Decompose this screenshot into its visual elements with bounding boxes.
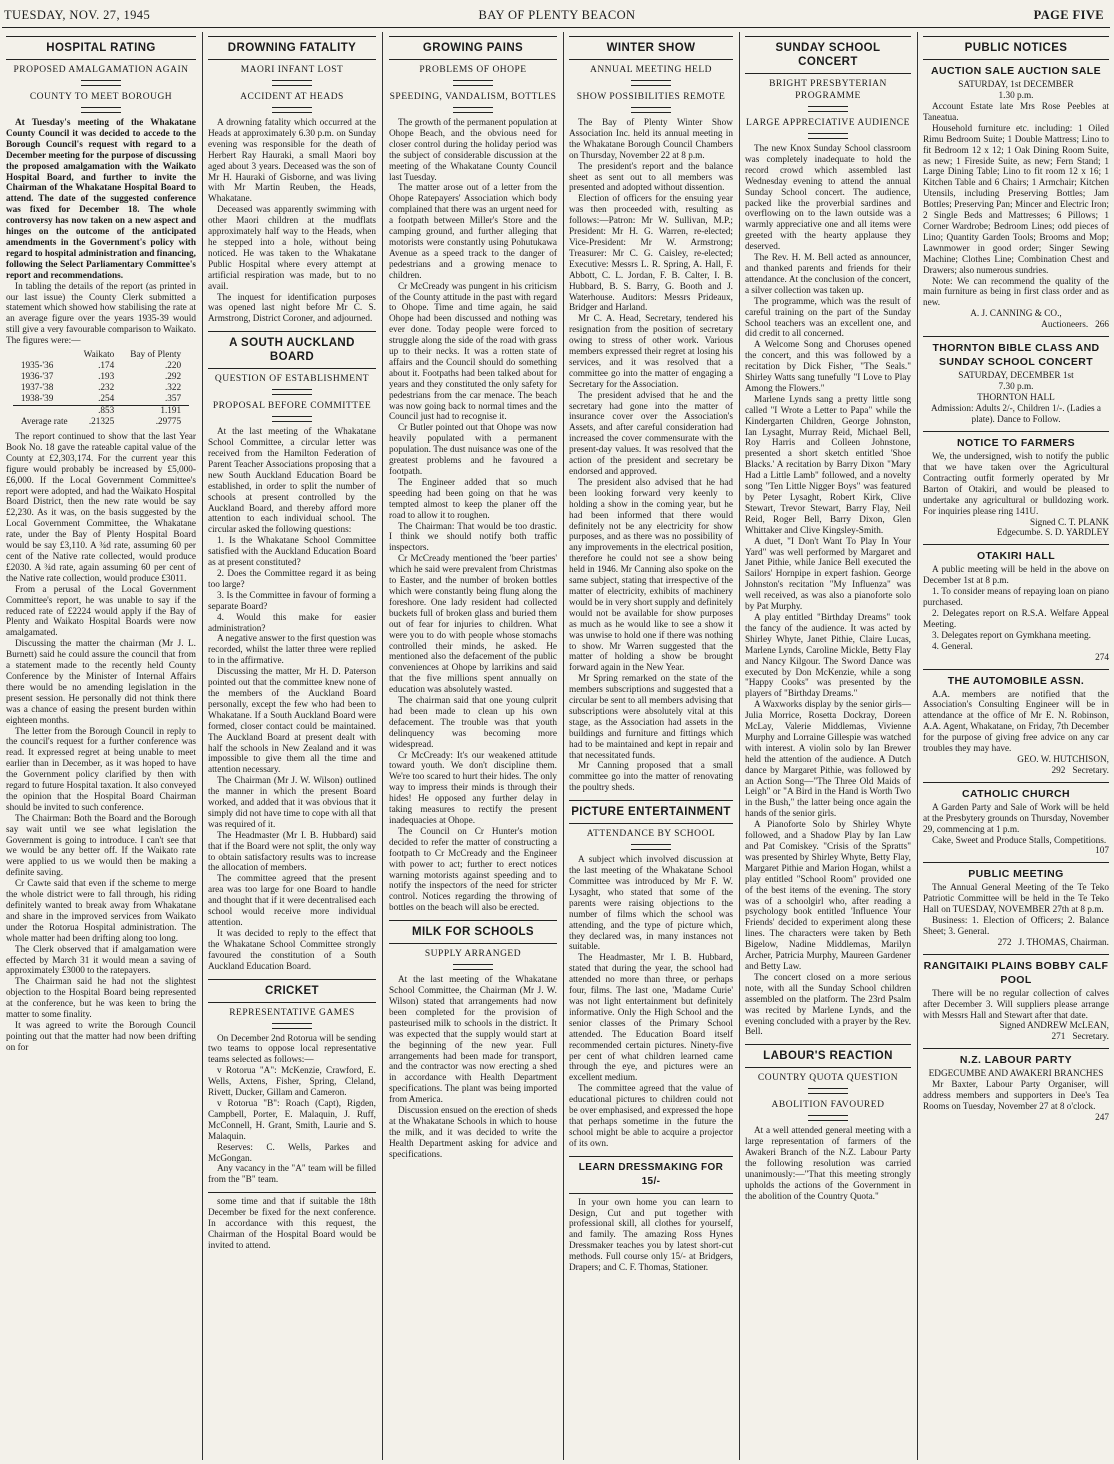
paragraph: The Engineer added that so much speeding had been going on that he was tempted almost to keep the planer off the road to allow it to roughen. xyxy=(389,477,557,521)
divider xyxy=(453,964,493,970)
notice-signature: GEO. W. HUTCHISON, xyxy=(1017,754,1109,765)
notice-line: SATURDAY, 1st DECEMBER xyxy=(958,80,1074,90)
headline: CRICKET xyxy=(208,979,376,1003)
table-cell: 1936-'37 xyxy=(20,372,54,383)
notice-signature: Edgecumbe. S. D. YARDLEY xyxy=(996,528,1109,539)
article-south-auckland-board xyxy=(208,331,376,972)
table-average-row xyxy=(13,417,189,428)
paragraph: The new Knox Sunday School classroom was completely inadequate to hold the record crowd which assembled last Wednesday evening to attend the annual Sunday School concert. The audience, packed like the proverbial sardines and overflowing on to the lawn outside was a warmly appreciative one and all items were greeted with the hearty applause they deserved. xyxy=(745,144,911,253)
paragraph: The growth of the permanent population at Ohope Beach, and the obvious need for closer control during the holiday period was the subject of considerable discussion at the meeting of the Whakatane County Council last Tuesday. xyxy=(389,118,557,183)
paragraph: A Pianoforte Solo by Shirley Whyte followed, and a Shadow Play by Ian Law and Pat Comiskey. "Crisis of the Spratts" was presented by Shirley Whyte, Betty Flay, Margaret Pithie and Marion Hogan, whilst a play entitled "School Room" provided one of the best items of the evening. The story was of a schoolgirl who, after reading a psychology book entitled 'Influence Your Friends' decided to experiment along these lines. The characters were taken by Beth Bigelow, Nadine Middlemas, Marilyn Archer, Patricia Murphy, Maureen Gardener and Betty Law. xyxy=(745,820,911,972)
notice-signature xyxy=(923,1032,1109,1043)
notice-catholic-church xyxy=(923,782,1109,858)
article-cricket xyxy=(208,979,376,1187)
paragraph: Discussing the matter the chairman (Mr J. L. Burnett) said he could assure the council that from a statement made to the recently held County Conference by the Minister of Internal Affairs there would be no amending legislation in the present session. He personally did not think there was a chance of easing the present burden within eighteen months. xyxy=(6,639,196,726)
column-1 xyxy=(6,36,196,1456)
article-sunday-school-concert xyxy=(745,36,911,1038)
divider xyxy=(272,416,312,422)
divider xyxy=(631,80,671,86)
divider xyxy=(272,80,312,86)
subhead: ABOLITION FAVOURED xyxy=(771,1100,885,1111)
notice-headline: THE AUTOMOBILE ASSN. xyxy=(947,674,1085,687)
subhead: MAORI INFANT LOST xyxy=(240,65,344,75)
headline: DROWNING FATALITY xyxy=(208,36,376,60)
subhead: PROBLEMS OF OHOPE xyxy=(419,65,527,75)
notice-line: THORNTON HALL xyxy=(977,393,1055,404)
table-row xyxy=(13,372,189,383)
paragraph: Mr Baxter, Labour Party Organiser, will address members and supporters in Dee's Tea Rooms on Tuesday, November 27 at 8 o'clock. xyxy=(923,1080,1109,1113)
notice-ref: 274 xyxy=(1095,652,1109,663)
paragraph: 1. To consider means of repaying loan on piano purchased. xyxy=(923,587,1109,609)
headline: LABOUR'S REACTION xyxy=(745,1044,911,1068)
notice-thornton-concert xyxy=(923,336,1109,426)
paragraph: 4. Would this make for easier administration? xyxy=(208,612,376,634)
paragraph: At the last meeting of the Whakatane School Committee, the Chairman (Mr J. W. Wilson) stated that arrangements had now been completed for the provision of pasteurised milk to schools in the district. It was expected that the supply would start at the beginning of the new year. Full arrangements had been made for transport, and the contractor was now erecting a shed in accordance with Health Department specifications. The plant was being imported from America. xyxy=(389,975,557,1106)
notice-signature: Signed ANDREW McLEAN, xyxy=(999,1021,1109,1032)
header-rule xyxy=(2,27,1110,28)
table-cell: .21325 xyxy=(88,417,115,428)
newspaper-name: BAY OF PLENTY BEACON xyxy=(478,8,636,22)
paragraph: A Waxworks display by the senior girls—Julia Morrice, Rosetta Dockray, Doreen McLay, Valerie Middlemas, Vivienne Murphy and Lorraine Gillespie was watched with interest. A violin solo by Ian Brewer held the attention of the audience. A Dutch dance by Margaret Pithie, was followed by an Action Song—"The Three Old Maids of Leigh" or "A Bird in the Hand is Worth Two in the Bush," the latter being once again the hands of the senior girls. xyxy=(745,700,911,820)
paragraph: Business: 1. Election of Officers; 2. Balance Sheet; 3. General. xyxy=(923,916,1109,937)
divider xyxy=(81,107,121,113)
paragraph: The Clerk observed that if amalgamation were effected by March 31 it would mean a saving of approximately £3000 to the ratepayers. xyxy=(6,944,196,977)
notice-ref: 272 xyxy=(997,937,1012,948)
table-cell: .254 xyxy=(98,394,115,405)
notice-headline: RANGITAIKI PLAINS BOBBY CALF POOL xyxy=(923,959,1109,986)
subhead: ATTENDANCE BY SCHOOL xyxy=(586,829,716,840)
column-4 xyxy=(569,36,733,1456)
paragraph: There will be no regular collection of calves after December 3. Will suppliers please arrange with Messrs Hall and Stewart after that date. xyxy=(923,988,1109,1021)
notice-line: Admission: Adults 2/-, Children 1/-. (Ladies a plate). Dance to Follow. xyxy=(930,404,1102,426)
paragraph: In tabling the details of the report (as printed in our last issue) the County Clerk submitted a statement which showed how stabilising the rate at an average figure over the years 1935-39 would still give a very favourable comparison to Waikato. The figures were:— xyxy=(6,281,196,347)
paragraph: The committee agreed that the value of educational pictures to children could not be over emphasised, and expressed the hope that perhaps sometime in the future the school might be able to acquire a projector of its own. xyxy=(569,1084,733,1149)
paragraph: Discussion ensued on the erection of sheds at the Whakatane Schools in which to house the milk, and it was decided to write the Health Department asking for advice and specifications. xyxy=(389,1106,557,1160)
headline: PICTURE ENTERTAINMENT xyxy=(569,800,733,824)
notice-to-farmers xyxy=(923,431,1109,539)
paragraph: Household furniture etc. including: 1 Oiled Rimu Bedroom Suite; 1 Double Mattress; Lino to fit Bedroom 12 x 12; 1 Oak Dining Room Suite, as new; 1 Fireside Suite, as new; Fern Stand; 1 Large Dining Table; Lino to fit room 12 x 16; 1 Kitchen Table and 6 Chairs; 1 Armchair; Kitchen Utensils, including Preserving Bottles; Jam Bottles; Preserving Pan; Mincer and Electric Iron; 2 Single Beds and Mattresses; 6 Pillows; 1 Corner Wardrobe; Bedroom Lines; odd pieces of Lino; Quantity Garden Tools; Brooms and Mop; Lawnmower in good order; Singer Sewing Machine; Clothes Line; Combination Chest and Drawers; also numerous sundries. xyxy=(923,123,1109,276)
paragraph: On December 2nd Rotorua will be sending two teams to oppose local representative teams selected as follows:— xyxy=(208,1033,376,1066)
paragraph: The matter arose out of a letter from the Ohope Ratepayers' Association which body complained that there was an urgent need for a footpath between Miller's Store and the camping ground, and further alleging that motorists were constantly using Pohutukawa Avenue as a speed track to the danger of pedestrians and a growing menace to children. xyxy=(389,183,557,281)
column-rule xyxy=(917,32,918,1460)
article-winter-show xyxy=(569,36,733,794)
table-cell: .193 xyxy=(98,372,115,383)
table-cell: .232 xyxy=(98,383,115,394)
headline: HOSPITAL RATING xyxy=(6,36,196,60)
headline: WINTER SHOW xyxy=(569,36,733,60)
subhead: PROPOSED AMALGAMATION AGAIN xyxy=(13,65,189,75)
headline: GROWING PAINS xyxy=(389,36,557,60)
paragraph: Election of officers for the ensuing year was then proceeded with, resulting as follows:—Patron: Mr W. Sullivan, M.P.; President: Mr H. G. Warren, re-elected; Vice-President: Mr W. Armstrong; Treasurer: Mr C. G. Caisley, re-elected; Executive: Messrs L. R. Spring, A. Hall, F. Abbott, C. L. Jordan, F. B. Calter, I. B. Hubbard, B. S. Barry, G. Booth and J. Waterhouse. Auditors: Messrs Prideaux, Bridger and Harland. xyxy=(569,194,733,314)
table-cell: 1.191 xyxy=(122,406,189,418)
notice-headline: AUCTION SALE AUCTION SALE xyxy=(930,65,1102,77)
divider xyxy=(81,80,121,86)
notice-headline: OTAKIRI HALL xyxy=(976,550,1056,563)
notices-column-title: PUBLIC NOTICES xyxy=(923,36,1109,60)
table-cell: .174 xyxy=(98,361,115,372)
notice-automobile-assn xyxy=(923,669,1109,777)
table-cell xyxy=(13,350,76,361)
paragraph: 1. Is the Whakatane School Committee satisfied with the Auckland Education Board as at present constituted? xyxy=(208,536,376,569)
paragraph: The Council on Cr Hunter's motion decided to refer the matter of constructing a footpath to Cr McCready and the Engineer with power to act; further to erect notices warning motorists against speeding and to notify the inspectors of the need for stricter control. Notices regarding the throwing of bottles on the beach will also be erected. xyxy=(389,826,557,914)
notice-headline: N.Z. LABOUR PARTY xyxy=(959,1054,1073,1067)
article-milk-for-schools xyxy=(389,920,557,1160)
subhead: QUESTION OF ESTABLISHMENT xyxy=(214,374,370,385)
paragraph: 2. Does the Committee regard it as being too large? xyxy=(208,569,376,590)
divider xyxy=(808,1115,848,1121)
notice-signature xyxy=(923,766,1109,777)
paragraph: The president's report and the balance sheet as sent out to all members was presented and adopted without dissention. xyxy=(569,161,733,194)
table-cell xyxy=(13,406,76,418)
table-row xyxy=(13,394,189,406)
table-row xyxy=(13,383,189,394)
paragraph: A public meeting will be held in the above on December 1st at 8 p.m. xyxy=(923,565,1109,587)
notice-signature: A. J. CANNING & CO., xyxy=(970,309,1062,320)
paragraph: Discussing the matter, Mr H. D. Paterson pointed out that the committee knew none of the members of the Auckland Board personally, except the few who had been to Whakatane. If a South Auckland Board were formed, closer contact could be maintained. The Auckland Board at present dealt with half the schools in New Zealand and it was impossible to give them all the time and attention necessary. xyxy=(208,667,376,776)
subhead: SUPPLY ARRANGED xyxy=(424,949,522,960)
divider xyxy=(808,106,848,112)
divider xyxy=(808,1088,848,1094)
table-total-row xyxy=(13,406,189,418)
article-drowning-fatality xyxy=(208,36,376,325)
column-rule xyxy=(382,32,383,1460)
paragraph: Cr Cawte said that even if the scheme to merge the whole district were to fall through, his riding definitely wanted to break away from Whakatane and share in the improved services from Waikato under the Rotorua Hospital administration. The whole matter had been drifting along too long. xyxy=(6,879,196,944)
notice-subhead: EDGECUMBE AND AWAKERI BRANCHES xyxy=(928,1069,1104,1080)
headline: A SOUTH AUCKLAND BOARD xyxy=(208,331,376,369)
notice-nz-labour-party xyxy=(923,1048,1109,1124)
divider xyxy=(453,80,493,86)
subhead: COUNTY TO MEET BOROUGH xyxy=(29,92,173,102)
notice-auction-sale xyxy=(923,64,1109,331)
signature-role: Secretary. xyxy=(1072,1032,1109,1043)
article-picture-entertainment xyxy=(569,800,733,1149)
table-cell: Bay of Plenty xyxy=(130,350,182,361)
paragraph: 3. Is the Committee in favour of forming a separate Board? xyxy=(208,590,376,612)
headline: LEARN DRESSMAKING FOR 15/- xyxy=(569,1156,733,1194)
paragraph: The Chairman said he had not the slightest objection to the Hospital Board being represented at the conference, but he was keen to bring the matter to some finality. xyxy=(6,977,196,1021)
paragraph: Any vacancy in the "A" team will be filled from the "B" team. xyxy=(208,1164,376,1186)
column-rule xyxy=(739,32,740,1460)
paragraph: Deceased was apparently swimming with other Maori children at the mudflats approximately half way to the Heads, when he stepped into a hole, without being noticed. He was taken to the Whakatane Public Hospital where every attempt at artificial respiration was made, but to no avail. xyxy=(208,205,376,292)
notice-signature: Signed C. T. PLANK xyxy=(1029,517,1109,528)
notice-signature xyxy=(923,320,1109,331)
table-cell: .853 xyxy=(76,406,123,418)
subhead: SPEEDING, VANDALISM, BOTTLES xyxy=(389,92,557,102)
paragraph: The Chairman: Both the Board and the Borough say wait until we see what legislation the Government is going to introduce. I can't see that we would be any better off. If the Waikato rate were applied to us we would then be making a definite saving. xyxy=(6,813,196,879)
paragraph: The Rev. H. M. Bell acted as announcer, and thanked parents and friends for their attendance. At the conclusion of the concert, a silver collection was taken up. xyxy=(745,253,911,296)
divider xyxy=(631,107,671,113)
subhead: COUNTRY QUOTA QUESTION xyxy=(757,1073,899,1084)
table-cell: .322 xyxy=(164,383,182,394)
column-public-notices xyxy=(923,36,1109,1456)
lead-paragraph: At Tuesday's meeting of the Whakatane County Council it was decided to accede to the Borough Council's request with regard to a December meeting for the purpose of discussing the proposed amalgamation with the Waikato Hospital Board, and further to invite the Chairman of the Whakatane Hospital Board to attend. The date of the suggested conference was fixed for December 18. The whole controversy has now taken on a new aspect and hinges on the outcome of the anticipated amendments in the Government's policy with regard to hospital administration and financing, following the Select Parliamentary Committee's report and recommendations. xyxy=(6,118,196,281)
signature-name: J. THOMAS, Chairman. xyxy=(1018,937,1109,948)
column-rule xyxy=(202,32,203,1460)
paragraph: A drowning fatality which occurred at the Heads at approximately 6.30 p.m. on Sunday evening was responsible for the death of Herbert Ray Hauraki, a small Maori boy aged about 3 years. Deceased was the son of Mr H. Hauraki of Gisborne, and was living with Mr Martin Reuben, the Heads, Whakatane. xyxy=(208,118,376,205)
paragraph: Mr C. A. Head, Secretary, tendered his resignation from the position of secretary owing to stress of other work. Various members expressed their regret at losing his services, and it was resolved that a committee go into the matter of engaging a Secretary for the Association. xyxy=(569,314,733,390)
paragraph: Cr McCready was pungent in his criticism of the County attitude in the past with regard to Ohope. Time and time again, he said Ohope had been discussed and nothing was ever done. Today people were forced to struggle along the side of the road with grass up to their necks. It was a rotten state of affairs and the Council should do something about it. Footpaths had been talked about for years and they constituted the only safety for pedestrians from the car menace. The beach was now going back to normal times and the Council just had to recognise it. xyxy=(389,281,557,423)
paragraph: The Chairman: That would be too drastic. I think we should notify both traffic inspectors. xyxy=(389,521,557,554)
paragraph: The Annual General Meeting of the Te Teko Patriotic Committee will be held in the Te Teko Hall on TUESDAY, NOVEMBER 27th at 8 p.m. xyxy=(923,883,1109,916)
table-cell: Average rate xyxy=(20,417,68,428)
divider xyxy=(631,844,671,850)
paragraph: It was agreed to write the Borough Council pointing out that the matter had now been drifting on for xyxy=(6,1020,196,1053)
paragraph: v Rotorua "A": McKenzie, Crawford, E. Wells, Axtens, Fisher, Spring, Cleland, Rivett, Ducker, Gillam and Cameron. xyxy=(208,1066,376,1099)
notice-signature xyxy=(923,938,1109,949)
paragraph: Cr McCready: It's our weakened attitude toward youth. We don't discipline them. We're too scared to hurt their hides. The only way to impress their minds is through their hides! He opposed any further delay in taking measures to rectify the present inadequacies at Ohope. xyxy=(389,750,557,826)
rate-table xyxy=(13,350,189,428)
paragraph: 3. Delegates report on Gymkhana meeting. xyxy=(932,630,1091,641)
paragraph: The letter from the Borough Council in reply to the council's request for a further conference was read. It expressed regret at being unable to meet earlier than in December, as it was hoped to have the Government policy clarified by then with regard to future Hospital taxation. It also conveyed the opinion that the Hospital Board Chairman should be invited to such conference. xyxy=(6,726,196,813)
divider xyxy=(272,1023,312,1029)
paragraph: The committee agreed that the present area was too large for one Board to handle and thought that if it were decentralised each school would receive more individual attention. xyxy=(208,874,376,928)
paragraph: A Garden Party and Sale of Work will be held at the Presbytery grounds on Thursday, November 29, commencing at 1 p.m. xyxy=(923,802,1109,835)
paragraph: The president also advised that he had been looking forward very keenly to holding a show in the coming year, but he had been informed that there would definitely not be any electricity for show purposes, and as there was no possibility of any improvements in the electrical position, therefore he could not see a show being held in 1946. Mr Canning also spoke on the same subject, stating that irrespective of the matter of electricity, exhibits of machinery would be in very short supply and definitely would not be available for show purposes as much as he would like to see a show it was unwise to hold one if there was nothing to show. Mr Warren suggested that the matter of holding a show be brought forward again in the New Year. xyxy=(569,477,733,674)
paragraph: A subject which involved discussion at the last meeting of the Whakatane School Committee was introduced by Mr F. W. Lysaght, who stated that some of the parents were raising objections to the number of films which the school was attending, and the type of picture which, they declared was, in many instances not suitable. xyxy=(569,855,733,953)
subhead: BRIGHT PRESBYTERIAN PROGRAMME xyxy=(769,79,887,101)
signature-role: Auctioneers. xyxy=(1041,320,1089,331)
paragraph: A Welcome Song and Choruses opened the concert, and this was followed by a recitation by Dick Fisher, "The Seals." Shirley Watts sang tunefully "I Love to Play Among the Flowers." xyxy=(745,340,911,394)
subhead: LARGE APPRECIATIVE AUDIENCE xyxy=(746,118,910,128)
article-labours-reaction xyxy=(745,1044,911,1202)
paragraph: At a well attended general meeting with a large representation of farmers of the Awakeri Branch of the N.Z. Labour Party the following resolution was carried unanimously:—"That this meeting strongly upholds the actions of the Government in the abolition of the Country Quota." xyxy=(745,1126,911,1202)
paragraph: Note: We can recommend the quality of the main furniture as being in first class order and as new. xyxy=(923,276,1109,309)
notice-ref: 271 xyxy=(1051,1032,1066,1043)
table-header-row xyxy=(13,350,189,361)
subhead: SHOW POSSIBILITIES REMOTE xyxy=(576,92,726,102)
divider xyxy=(453,107,493,113)
masthead-strip xyxy=(0,8,1114,26)
table-cell: .220 xyxy=(164,361,182,372)
column-3 xyxy=(389,36,557,1456)
paragraph: Mr Canning proposed that a small committee go into the matter of renovating the poultry sheds. xyxy=(569,761,733,794)
headline: SUNDAY SCHOOL CONCERT xyxy=(745,36,911,74)
notice-headline: PUBLIC MEETING xyxy=(968,868,1064,881)
paragraph: Mr Spring remarked on the state of the members subscriptions and suggested that a circular be sent to all members advising that subscriptions were absolutely vital at this stage, as the Association had assets in the buildings and furniture and fittings which had to be maintained and kept in repair and that necessitated funds. xyxy=(569,674,733,761)
subhead: ANNUAL MEETING HELD xyxy=(589,65,713,75)
notice-ref: 107 xyxy=(1095,846,1109,857)
table-cell: 1937-'38 xyxy=(20,383,54,394)
notice-line: 1.30 p.m. xyxy=(998,91,1034,101)
table-cell: .292 xyxy=(164,372,182,383)
paragraph: A.A. members are notified that the Association's Consulting Engineer will be in attendance at the office of Mr E. N. Robinson, A.A. Agent, Whakatane, on Friday, 7th December for the purpose of giving free advice on any car troubles they may have. xyxy=(923,689,1109,755)
table-cell: .357 xyxy=(164,394,182,405)
paragraph: The Headmaster (Mr I. B. Hubbard) said that if the Board were not split, the only way to obtain satisfactory results was to increase the allocation of members. xyxy=(208,830,376,874)
paragraph: At the last meeting of the Whakatane School Committee, a circular letter was received from the Hamilton Federation of Parent Teacher Associations proposing that a new South Auckland Education Board be established, in order to split the number of schools at present controlled by the Auckland Board, and thereby afford more attention to each individual school. The circular asked the following questions: xyxy=(208,427,376,536)
advert-dressmaking xyxy=(569,1156,733,1274)
paragraph: The Headmaster, Mr I. B. Hubbard, stated that during the year, the school had attended no more than three, or perhaps four, films. The last one, 'Madame Curie' was not light entertainment but definitely informative. Only the High School and the senior classes of the Primary School attended. The Education Board itself recommended certain pictures. Ninety-five per cent of what children learned came through the eye, and pictures were an excellent medium. xyxy=(569,953,733,1084)
notice-otakiri-hall xyxy=(923,544,1109,663)
paragraph: The report continued to show that the last Year Book No. 18 gave the rateable capital value of the County at £2,303,174. For the current year this figure would probably be increased by £5,000-£6,000. If the Local Government Committee's report were adopted, and had the Waikato Hospital Board District, then the new rate would be say £2,230. As it was, on the basis suggested by the Local Government Committee, the Whakatane rate, under the Bay of Plenty Hospital Board would be say £3,110. A ¾d rate, assuming 60 per cent of the Native rate collected, would produce £2030. A ¾d rate, again assuming 60 per cent of the Native rate collection, would produce £3011. xyxy=(6,432,196,584)
paragraph: some time and that if suitable the 18th December be fixed for the next conference. In accordance with this request, the Chairman of the Hospital Board would be invited to attend. xyxy=(208,1197,376,1251)
paragraph: Marlene Lynds sang a pretty little song called "I Wrote a Letter to Papa" while the Kindergarten Children, George Johnston, Ian Lysaght, Murray Reid, Michael Bell, Roy Harris and Colleen Johnstone, presented a short sketch entitled 'Shoe Blacks.' A recitation by Barry Dixon "Mary Had a Little Lamb" followed, and a novelty song "Ten Little Nigger Boys" was featured by Peter Lysaght, Robert Kirk, Clive Stewart, Trevor Stewart, Barry Flay, Neil Reid, Roger Bell, Barry Dixon, Glen Whittaker and Clive Kingsley-Smith. xyxy=(745,394,911,536)
paragraph: Account Estate late Mrs Rose Peebles at Taneatua. xyxy=(923,102,1109,123)
subhead: PROPOSAL BEFORE COMMITTEE xyxy=(212,401,372,412)
headline: MILK FOR SCHOOLS xyxy=(389,920,557,944)
notice-headline: NOTICE TO FARMERS xyxy=(956,437,1076,450)
paragraph: A play entitled "Birthday Dreams" took the fancy of the audience. It was acted by Shirley Whyte, Janet Pithie, Claire Lucas, Marlene Lynds, Caroline Mickle, Betty Flay and Nancy Kilgour. The Sword Dance was executed by Don McKenzie, while a song "Happy Cooks" was presented by the players of "Birthday Dreams." xyxy=(745,612,911,700)
notice-headline: CATHOLIC CHURCH xyxy=(962,787,1070,800)
paragraph: It was decided to reply to the effect that the Whakatane School Committee strongly favoured the constitution of a South Auckland Education Board. xyxy=(208,928,376,972)
divider xyxy=(272,389,312,395)
paragraph: We, the undersigned, wish to notify the public that we have taken over the Agricultural Contracting outfit formerly operated by Mr Barton of Otakiri, and would be pleased to undertake any agricultural or bulldozing work. For inquiries please ring 141U. xyxy=(923,452,1109,517)
divider xyxy=(272,107,312,113)
notice-ref: 247 xyxy=(1095,1113,1109,1123)
paragraph: The inquest for identification purposes was opened last night before Mr C. S. Armstrong, District Coroner, and adjourned. xyxy=(208,292,376,325)
notice-line: SATURDAY, DECEMBER 1st xyxy=(958,371,1074,382)
paragraph: Cr McCready mentioned the 'beer parties' which he said were prevalent from Christmas to Easter, and the number of broken bottles which were constantly being flung along the foreshore. One lady resident had collected buckets full of broken glass and buried them out of fear for injuries to children. What were you to do with people whose stomachs controlled their minds, he asked. He mentioned also the defacement of the public conveniences at Ohope by larrikins and said that the five millions spent annually on education was absolutely wasted. xyxy=(389,554,557,696)
signature-role: Secretary. xyxy=(1072,765,1109,776)
paragraph: Reserves: C. Wells, Parkes and McGongan. xyxy=(208,1142,376,1164)
paragraph: Cr Butler pointed out that Ohope was now heavily populated with a permanent population. The dust nuisance was one of the greatest problems and he favoured a footpath. xyxy=(389,423,557,477)
table-cell: .29775 xyxy=(155,417,182,428)
page-number: PAGE FIVE xyxy=(1033,8,1104,22)
table-cell: 1938-'39 xyxy=(20,394,54,405)
paragraph: Cake, Sweet and Produce Stalls, Competitions. xyxy=(932,835,1107,846)
paragraph: In your own home you can learn to Design, Cut and put together with professional skill, all clothes for yourself, and family. The amazing Ross Hynes Dressmaker teaches you by latest short-cut methods. Full course only 15/- at Bridgers, Drapers; and C. F. Thomas, Stationer. xyxy=(569,1197,733,1274)
paragraph: The Bay of Plenty Winter Show Association Inc. held its annual meeting in the Whakatane Borough Council Chambers on Thursday, November 22 at 8 p.m. xyxy=(569,118,733,161)
column-rule xyxy=(563,32,564,1460)
paragraph: The concert closed on a more serious note, with all the Sunday School children assembled on the platform. The 23rd Psalm was recited by Marlene Lynds, and the evening concluded with a prayer by the Rev. Bell. xyxy=(745,972,911,1038)
notice-headline: THORNTON BIBLE CLASS AND SUNDAY SCHOOL CONCERT xyxy=(932,342,1100,369)
notice-line: 7.30 p.m. xyxy=(998,382,1034,393)
paragraph: The chairman said that one young culprit had been made to clean up his own defacement. The trouble was that youth delinquency was becoming more widespread. xyxy=(389,696,557,750)
article-hospital-rating xyxy=(6,36,196,1054)
notice-ref: 292 xyxy=(1051,765,1066,776)
paragraph: 4. General. xyxy=(932,641,973,652)
table-cell: 1935-'36 xyxy=(20,361,54,372)
table-row xyxy=(13,361,189,372)
hospital-continuation xyxy=(208,1192,376,1252)
paragraph: v Rotorua "B": Roach (Capt), Rigden, Campbell, Porter, E. Malaquin, J. Ruff, McConnell, H. Grant, Smith, Laurie and S. Malaquin. xyxy=(208,1098,376,1142)
column-5 xyxy=(745,36,911,1456)
article-growing-pains xyxy=(389,36,557,914)
paragraph: 2. Delegates report on R.S.A. Welfare Appeal Meeting. xyxy=(923,609,1109,630)
notice-public-meeting xyxy=(923,862,1109,948)
paragraph: The Chairman (Mr J. W. Wilson) outlined the manner in which the present Board worked, and added that it was obvious that it simply did not have time to cope with all that was required of it. xyxy=(208,776,376,830)
subhead: ACCIDENT AT HEADS xyxy=(240,92,344,102)
issue-date: TUESDAY, NOV. 27, 1945 xyxy=(4,8,151,22)
subhead: REPRESENTATIVE GAMES xyxy=(229,1007,355,1018)
divider xyxy=(808,133,848,139)
paragraph: A duet, "I Don't Want To Play In Your Yard" was well performed by Margaret and Janet Pithie, while Janice Bell executed the Sailors' Hornpipe in expert fashion. George Johnston's recitation "My Influenza" was well received, as was also a pianoforte solo by Pat Murphy. xyxy=(745,536,911,613)
paragraph: The president advised that he and the secretary had gone into the matter of insurance cover over the Association's Assets, and after careful consideration had increased the cover commensurate with the present-day values. It was resolved that the action of the president and secretary be endorsed and approved. xyxy=(569,390,733,477)
paragraph: From a perusal of the Local Government Committee's report, he was unable to say if the reduced rate of £2224 would apply if the Bay of Plenty and Waikato Hospital Boards were now amalgamated. xyxy=(6,584,196,639)
notice-rangitaiki-calf-pool xyxy=(923,954,1109,1044)
paragraph: The programme, which was the result of careful training on the part of the Sunday School teachers was an excellent one, and did credit to all concerned. xyxy=(745,296,911,340)
column-2 xyxy=(208,36,376,1456)
paragraph: A negative answer to the first question was recorded, whilst the latter three were replied to in the affirmative. xyxy=(208,634,376,667)
notice-ref: 266 xyxy=(1095,320,1109,331)
table-cell: Waikato xyxy=(83,350,115,361)
